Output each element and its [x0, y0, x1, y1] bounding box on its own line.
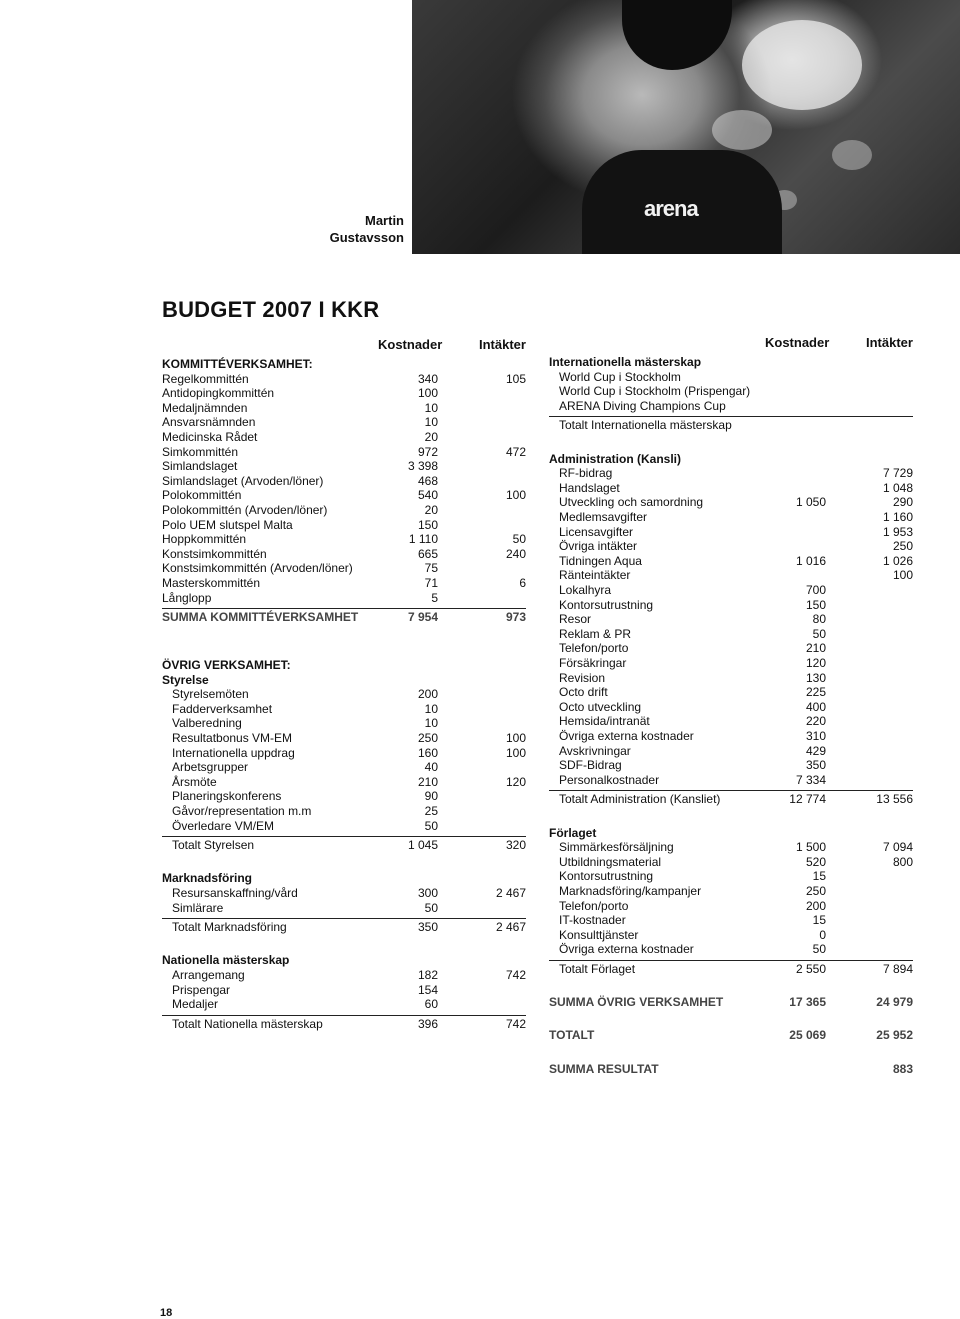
row-label: Tidningen Aqua [559, 553, 642, 568]
row-label: Simlandslaget (Arvoden/löner) [162, 473, 324, 488]
kostnad-value: 75 [424, 561, 438, 576]
row-label: SUMMA KOMMITTÉVERKSAMHET [162, 610, 359, 625]
kostnad-value: 10 [424, 716, 438, 731]
budget-row [549, 729, 913, 743]
row-label: Totalt Administration (Kansliet) [559, 792, 721, 807]
kostnad-value: 340 [417, 371, 438, 386]
kostnad-value: 150 [805, 597, 826, 612]
kostnad-value: 10 [424, 701, 438, 716]
budget-row [549, 554, 913, 568]
row-label: Gåvor/representation m.m [172, 804, 312, 818]
row-label: World Cup i Stockholm (Prispengar) [559, 384, 751, 399]
kostnad-value: 60 [424, 997, 438, 1012]
total-row [162, 1017, 526, 1031]
row-label: Konsulttjänster [559, 927, 639, 942]
kostnad-value: 1 110 [408, 532, 438, 547]
kostnad-value: 665 [417, 546, 438, 561]
kostnad-value: 350 [805, 758, 826, 773]
budget-row [549, 466, 913, 480]
budget-row [549, 656, 913, 670]
row-label: Övriga externa kostnader [559, 729, 694, 743]
kostnad-value: 25 069 [789, 1028, 826, 1043]
row-label: Hoppkommittén [162, 532, 247, 547]
intakt-value: 1 048 [882, 480, 913, 495]
row-label: Ansvarsnämnden [162, 415, 256, 430]
row-label: Medaljer [172, 997, 219, 1012]
section-heading-label: KOMMITTÉVERKSAMHET: [162, 357, 313, 371]
intakt-value: 800 [892, 854, 913, 869]
kostnad-value: 468 [417, 473, 438, 488]
kostnad-value: 7 954 [407, 610, 438, 625]
budget-row [549, 869, 913, 883]
row-label: Simlandslaget [162, 459, 238, 474]
kostnad-value: 0 [819, 927, 826, 942]
section-heading [549, 826, 913, 840]
section-heading-label: Förlaget [549, 825, 597, 840]
budget-row [549, 481, 913, 495]
budget-row [162, 401, 526, 415]
photo-caption [300, 212, 404, 246]
summary-row [549, 1062, 913, 1076]
section-heading-label: ÖVRIG VERKSAMHET: [162, 658, 291, 672]
budget-row [549, 899, 913, 913]
intakt-value: 25 952 [876, 1028, 913, 1043]
section-heading [162, 357, 526, 371]
budget-row [162, 716, 526, 730]
budget-row [162, 430, 526, 444]
budget-row [162, 503, 526, 517]
row-label: Resultatbonus VM-EM [172, 731, 293, 745]
budget-row [162, 445, 526, 459]
intakt-value: 250 [892, 539, 913, 554]
budget-row [549, 700, 913, 714]
budget-row [549, 612, 913, 626]
budget-row [162, 746, 526, 760]
intakt-value: 973 [505, 610, 526, 625]
kostnad-value: 20 [424, 430, 438, 444]
row-label: Planeringskonferens [172, 789, 282, 804]
row-label: Utbildningsmaterial [559, 854, 662, 869]
page-title: BUDGET 2007 I KKR [162, 297, 380, 322]
total-divider-line [162, 1015, 526, 1016]
kostnad-value: 20 [424, 503, 438, 517]
row-label: Avskrivningar [559, 743, 631, 758]
intakt-value: 100 [892, 568, 913, 583]
budget-row [162, 518, 526, 532]
row-label: Prispengar [172, 982, 231, 997]
row-label: Revision [559, 670, 606, 685]
section-heading-label: Styrelse [162, 672, 209, 687]
total-divider-line [162, 918, 526, 919]
budget-row [162, 474, 526, 488]
row-label: Medaljnämnden [162, 400, 248, 415]
row-label: SUMMA RESULTAT [549, 1061, 659, 1076]
kostnad-value: 10 [424, 415, 438, 430]
summary-row [549, 995, 913, 1009]
kostnad-value: 1 045 [407, 838, 438, 853]
row-label: Masterskommittén [162, 576, 261, 590]
intakt-value: 105 [505, 371, 526, 386]
kostnad-value: 210 [805, 641, 826, 656]
kostnad-value: 15 [812, 869, 826, 884]
row-label: Totalt Förlaget [559, 962, 636, 976]
kostnad-value: 25 [424, 804, 438, 818]
row-label: Lokalhyra [559, 583, 612, 597]
row-label: Arrangemang [172, 968, 245, 982]
intakt-value: 24 979 [876, 995, 913, 1010]
kostnad-value: 120 [805, 656, 826, 670]
kostnad-value: 10 [424, 400, 438, 415]
section-heading [549, 355, 913, 369]
section-heading-label: Internationella mästerskap [549, 355, 702, 369]
budget-row [549, 744, 913, 758]
row-label: Resor [559, 612, 592, 627]
budget-row [162, 760, 526, 774]
row-label: Personalkostnader [559, 772, 660, 787]
budget-row [549, 773, 913, 787]
summary-row [549, 1028, 913, 1042]
row-label: Fadderverksamhet [172, 701, 273, 716]
row-label: Octo utveckling [559, 699, 642, 714]
budget-row [549, 399, 913, 413]
intakt-value: 100 [505, 488, 526, 503]
kostnad-value: 972 [417, 444, 438, 459]
kostnad-value: 1 500 [795, 840, 826, 855]
left-header-kostnader: Kostnader [378, 337, 443, 352]
row-label: Totalt Nationella mästerskap [172, 1016, 323, 1031]
budget-row [549, 568, 913, 582]
budget-row [549, 671, 913, 685]
intakt-value: 7 729 [882, 466, 913, 481]
budget-row [162, 488, 526, 502]
section-heading [549, 452, 913, 466]
row-label: World Cup i Stockholm [559, 369, 681, 384]
budget-row [162, 702, 526, 716]
intakt-value: 2 467 [495, 886, 526, 900]
budget-row [162, 415, 526, 429]
row-label: Polokommittén [162, 488, 242, 503]
row-label: Utveckling och samordning [559, 495, 704, 510]
kostnad-value: 220 [805, 714, 826, 729]
budget-row [162, 901, 526, 915]
total-divider-line [549, 790, 913, 791]
kostnad-value: 7 334 [795, 772, 826, 787]
kostnad-value: 1 050 [795, 495, 826, 510]
kostnad-value: 150 [417, 517, 438, 532]
caption-text: Martin Gustavsson [329, 213, 404, 245]
budget-row [549, 370, 913, 384]
row-label: Totalt Styrelsen [172, 838, 255, 853]
row-label: Övriga intäkter [559, 539, 638, 554]
budget-row [162, 687, 526, 701]
row-label: Försäkringar [559, 656, 627, 670]
budget-row [162, 804, 526, 818]
kostnad-value: 100 [417, 386, 438, 401]
intakt-value: 7 094 [882, 840, 913, 855]
budget-row [162, 731, 526, 745]
kostnad-value: 540 [417, 488, 438, 503]
section-heading [162, 953, 526, 967]
total-row [549, 962, 913, 976]
budget-row [162, 561, 526, 575]
budget-row [549, 685, 913, 699]
kostnad-value: 3 398 [407, 459, 438, 474]
row-label: IT-kostnader [559, 913, 626, 928]
budget-row [549, 627, 913, 641]
kostnad-value: 210 [417, 774, 438, 789]
kostnad-value: 40 [424, 760, 438, 775]
kostnad-value: 300 [417, 886, 438, 900]
intakt-value: 100 [505, 731, 526, 745]
budget-row [549, 942, 913, 956]
intakt-value: 742 [505, 968, 526, 982]
row-label: Långlopp [162, 590, 212, 605]
intakt-value: 50 [512, 532, 526, 547]
row-label: Medicinska Rådet [162, 430, 258, 444]
intakt-value: 1 953 [882, 524, 913, 539]
budget-row [162, 547, 526, 561]
intakt-value: 6 [519, 576, 526, 590]
row-label: Konstsimkommittén [162, 546, 267, 561]
budget-row [162, 372, 526, 386]
row-label: Arbetsgrupper [172, 760, 249, 775]
kostnad-value: 1 016 [795, 553, 826, 568]
intakt-value: 472 [505, 444, 526, 459]
row-label: Octo drift [559, 685, 608, 700]
kostnad-value: 80 [812, 612, 826, 627]
row-label: Årsmöte [172, 774, 217, 789]
section-heading-label: Administration (Kansli) [549, 451, 682, 466]
row-label: Kontorsutrustning [559, 869, 654, 884]
budget-row [549, 598, 913, 612]
kostnad-value: 15 [812, 913, 826, 928]
total-row [162, 838, 526, 852]
kostnad-value: 130 [805, 670, 826, 685]
budget-row [549, 583, 913, 597]
row-label: Medlemsavgifter [559, 510, 648, 524]
kostnad-value: 429 [805, 743, 826, 758]
row-label: Simlärare [172, 900, 224, 915]
kostnad-value: 154 [417, 982, 438, 997]
intakt-value: 290 [892, 495, 913, 510]
budget-row [549, 913, 913, 927]
budget-row [162, 591, 526, 605]
budget-row [549, 495, 913, 509]
row-label: Övriga externa kostnader [559, 942, 694, 957]
total-row [549, 792, 913, 806]
budget-row [549, 641, 913, 655]
swimmer-photo [412, 0, 960, 254]
section-heading [162, 658, 526, 672]
intakt-value: 240 [505, 546, 526, 561]
total-row [162, 920, 526, 934]
right-header-intakter: Intäkter [866, 335, 913, 350]
total-divider-line [162, 836, 526, 837]
arena-logo: arena [644, 196, 698, 221]
row-label: Valberedning [172, 716, 242, 731]
kostnad-value: 520 [805, 854, 826, 869]
intakt-value: 883 [892, 1061, 913, 1076]
total-row [549, 418, 913, 432]
budget-row [549, 884, 913, 898]
kostnad-value: 225 [805, 685, 826, 700]
row-label: Simmärkesförsäljning [559, 840, 674, 855]
row-label: TOTALT [549, 1028, 595, 1043]
budget-row [549, 840, 913, 854]
budget-row [549, 384, 913, 398]
intakt-value: 100 [505, 745, 526, 760]
kostnad-value: 250 [417, 731, 438, 745]
budget-row [162, 789, 526, 803]
section-heading-label: Marknadsföring [162, 871, 253, 886]
kostnad-value: 700 [805, 583, 826, 597]
row-label: Simkommittén [162, 444, 239, 459]
row-label: Totalt Internationella mästerskap [559, 418, 732, 433]
kostnad-value: 50 [812, 626, 826, 641]
row-label: Hemsida/intranät [559, 714, 650, 729]
kostnad-value: 350 [417, 920, 438, 935]
kostnad-value: 50 [424, 818, 438, 833]
kostnad-value: 50 [812, 942, 826, 957]
row-label: Licensavgifter [559, 524, 634, 539]
row-label: Styrelsemöten [172, 687, 249, 702]
row-label: Polokommittén (Arvoden/löner) [162, 503, 328, 517]
intakt-value: 120 [505, 774, 526, 789]
row-label: Reklam & PR [559, 626, 632, 641]
budget-row [549, 714, 913, 728]
budget-row [162, 532, 526, 546]
total-divider-line [549, 416, 913, 417]
budget-row [162, 968, 526, 982]
kostnad-value: 160 [417, 745, 438, 760]
intakt-value: 742 [505, 1016, 526, 1031]
row-label: Antidopingkommittén [162, 386, 275, 401]
intakt-value: 1 160 [882, 510, 913, 524]
row-label: Ränteintäkter [559, 568, 631, 583]
row-label: Telefon/porto [559, 641, 629, 656]
kostnad-value: 396 [417, 1016, 438, 1031]
kostnad-value: 17 365 [789, 995, 826, 1010]
kostnad-value: 310 [805, 729, 826, 743]
budget-row [162, 983, 526, 997]
swim-cap-shape [622, 0, 732, 70]
kostnad-value: 90 [424, 789, 438, 804]
kostnad-value: 200 [417, 687, 438, 702]
total-divider-line [549, 960, 913, 961]
row-label: Kontorsutrustning [559, 597, 654, 612]
intakt-value: 7 894 [882, 962, 913, 976]
kostnad-value: 400 [805, 699, 826, 714]
row-label: SUMMA ÖVRIG VERKSAMHET [549, 995, 724, 1010]
section-heading-label: Nationella mästerskap [162, 953, 290, 968]
budget-row [162, 576, 526, 590]
budget-row [549, 525, 913, 539]
intakt-value: 13 556 [876, 792, 913, 807]
intakt-value: 2 467 [495, 920, 526, 935]
row-label: Totalt Marknadsföring [172, 920, 287, 935]
budget-row [162, 386, 526, 400]
row-label: RF-bidrag [559, 466, 613, 481]
kostnad-value: 12 774 [789, 792, 826, 807]
intakt-value: 320 [505, 838, 526, 853]
intakt-value: 1 026 [882, 553, 913, 568]
row-label: SDF-Bidrag [559, 758, 622, 773]
kostnad-value: 182 [417, 968, 438, 982]
budget-row [549, 928, 913, 942]
row-label: Telefon/porto [559, 898, 629, 913]
kostnad-value: 250 [805, 884, 826, 898]
section-heading [162, 871, 526, 885]
row-label: ARENA Diving Champions Cup [559, 398, 726, 413]
left-header-intakter: Intäkter [479, 337, 526, 352]
budget-row [162, 886, 526, 900]
budget-row [549, 510, 913, 524]
budget-row [162, 819, 526, 833]
row-label: Polo UEM slutspel Malta [162, 517, 293, 532]
budget-row [162, 997, 526, 1011]
kostnad-value: 5 [431, 590, 438, 605]
summary-row [162, 610, 526, 624]
page-number: 18 [160, 1307, 173, 1319]
row-label: Överledare VM/EM [172, 818, 275, 833]
row-label: Marknadsföring/kampanjer [559, 884, 702, 898]
row-label: Konstsimkommittén (Arvoden/löner) [162, 561, 353, 576]
kostnad-value: 200 [805, 898, 826, 913]
budget-row [549, 758, 913, 772]
kostnad-value: 2 550 [795, 962, 826, 976]
budget-row [162, 775, 526, 789]
row-label: Regelkommittén [162, 371, 249, 386]
budget-row [549, 539, 913, 553]
right-header-kostnader: Kostnader [765, 335, 830, 350]
row-label: Internationella uppdrag [172, 745, 295, 760]
budget-row [162, 459, 526, 473]
row-label: Handslaget [559, 480, 620, 495]
budget-row [549, 855, 913, 869]
row-label: Resursanskaffning/vård [172, 886, 298, 900]
section-heading [162, 673, 526, 687]
kostnad-value: 50 [424, 900, 438, 915]
kostnad-value: 71 [424, 576, 438, 590]
